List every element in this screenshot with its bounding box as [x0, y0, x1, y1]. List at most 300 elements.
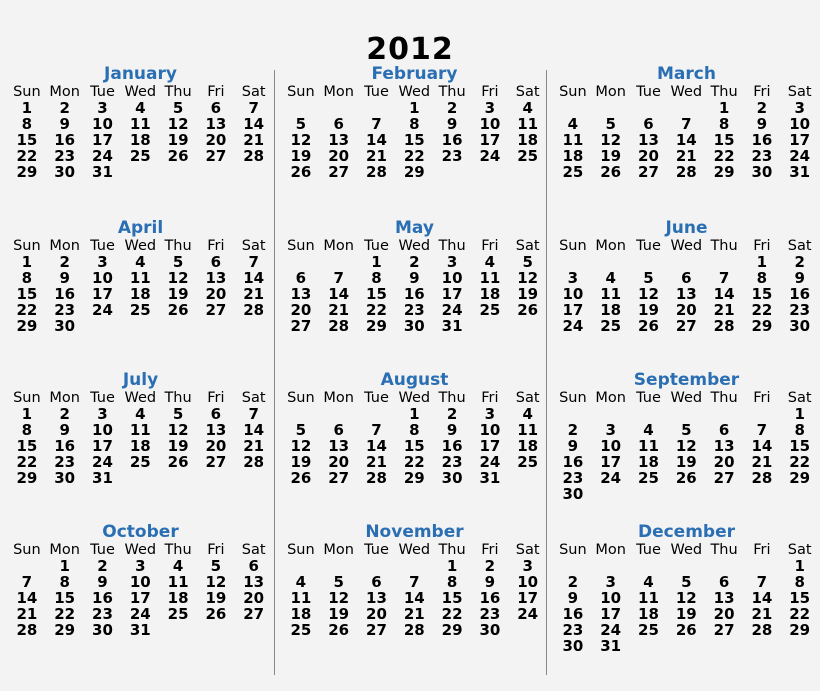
weekday-label: Mon: [595, 84, 626, 100]
day-cell: 25: [129, 301, 151, 319]
day-cell: 23: [751, 147, 773, 165]
weekday-label: Mon: [595, 542, 626, 558]
empty-cell: [433, 164, 471, 180]
day-cell: 18: [600, 301, 622, 319]
day-cell: 3: [567, 269, 579, 287]
day-cell: 20: [713, 453, 735, 471]
day-cell: 31: [789, 163, 811, 181]
day-cell: 4: [135, 405, 146, 423]
day-cell: 14: [751, 437, 773, 455]
day-cell: 10: [92, 115, 113, 133]
month-january: [8, 64, 273, 180]
day-cell: 5: [605, 115, 616, 133]
weekday-label: Mon: [323, 542, 354, 558]
weekday-label: Sat: [241, 238, 266, 254]
day-cell: 6: [371, 573, 382, 591]
month-name: April: [117, 218, 164, 238]
weekday-label: Sun: [559, 390, 587, 406]
week-row: [282, 590, 547, 606]
day-cell: 15: [403, 437, 425, 455]
day-cell: 4: [605, 269, 616, 287]
weekday-header: [8, 390, 273, 406]
day-cell: 27: [205, 453, 227, 471]
month-name: January: [104, 64, 177, 84]
day-cell: 13: [205, 269, 227, 287]
weekday-label: Mon: [323, 390, 354, 406]
weekday-label: Sun: [13, 542, 41, 558]
weekday-header: [554, 542, 819, 558]
day-cell: 11: [638, 589, 659, 607]
month-april: [8, 218, 273, 334]
day-cell: 6: [643, 115, 654, 133]
day-cell: 24: [517, 605, 539, 623]
day-cell: 20: [328, 147, 350, 165]
day-cell: 8: [794, 573, 805, 591]
weekday-label: Fri: [207, 84, 225, 100]
day-cell: 25: [517, 147, 539, 165]
day-cell: 12: [328, 589, 350, 607]
empty-cell: [592, 486, 630, 502]
day-cell: 12: [675, 437, 697, 455]
month-september: [554, 370, 819, 502]
day-cell: 26: [675, 469, 697, 487]
weekday-label: Mon: [49, 542, 80, 558]
week-row: [8, 100, 273, 116]
empty-cell: [592, 406, 630, 422]
day-cell: 1: [794, 557, 805, 575]
day-cell: 22: [403, 453, 425, 471]
day-cell: 20: [205, 437, 227, 455]
week-row: [554, 132, 819, 148]
day-cell: 12: [205, 573, 227, 591]
empty-cell: [705, 254, 743, 270]
day-cell: 19: [205, 589, 227, 607]
day-cell: 30: [54, 469, 76, 487]
day-cell: 15: [789, 437, 811, 455]
day-cell: 17: [129, 589, 151, 607]
day-cell: 29: [441, 621, 463, 639]
week-row: [554, 164, 819, 180]
week-row: [282, 470, 547, 486]
day-cell: 1: [794, 405, 805, 423]
day-cell: 10: [441, 269, 463, 287]
day-cell: 30: [54, 317, 76, 335]
week-row: [282, 438, 547, 454]
day-cell: 27: [205, 301, 227, 319]
day-cell: 21: [403, 605, 425, 623]
day-cell: 20: [205, 131, 227, 149]
day-cell: 29: [16, 317, 38, 335]
day-cell: 28: [243, 147, 265, 165]
day-cell: 28: [366, 469, 387, 487]
day-cell: 2: [97, 557, 108, 575]
day-cell: 8: [21, 421, 33, 439]
week-row: [282, 606, 547, 622]
day-cell: 22: [713, 147, 735, 165]
empty-cell: [121, 164, 159, 180]
day-cell: 28: [366, 163, 387, 181]
day-cell: 4: [135, 253, 146, 271]
day-cell: 13: [675, 285, 697, 303]
weekday-label: Thu: [164, 84, 192, 100]
empty-cell: [592, 558, 630, 574]
week-row: [282, 558, 547, 574]
weekday-label: Tue: [636, 238, 661, 254]
week-row: [8, 132, 273, 148]
month-name: July: [122, 370, 159, 390]
weekday-label: Sun: [287, 238, 315, 254]
empty-cell: [705, 486, 743, 502]
day-cell: 3: [97, 99, 108, 117]
week-row: [282, 254, 547, 270]
empty-cell: [235, 318, 273, 334]
day-cell: 13: [366, 589, 387, 607]
day-cell: 10: [600, 437, 622, 455]
day-cell: 22: [751, 301, 773, 319]
day-cell: 24: [92, 147, 113, 165]
empty-cell: [509, 470, 547, 486]
day-cell: 2: [794, 253, 805, 271]
weekday-label: Mon: [323, 84, 354, 100]
weekday-label: Sun: [287, 542, 315, 558]
empty-cell: [509, 318, 547, 334]
week-row: [8, 558, 273, 574]
week-row: [8, 470, 273, 486]
empty-cell: [705, 558, 743, 574]
weekday-header: [282, 390, 547, 406]
week-row: [554, 254, 819, 270]
day-cell: 30: [562, 485, 584, 503]
day-cell: 26: [167, 147, 189, 165]
weekday-header: [8, 238, 273, 254]
weekday-label: Wed: [398, 390, 431, 406]
month-name: October: [102, 522, 179, 542]
day-cell: 13: [290, 285, 312, 303]
week-row: [282, 622, 547, 638]
day-cell: 21: [243, 285, 265, 303]
day-cell: 10: [92, 421, 113, 439]
weekday-label: Mon: [595, 390, 626, 406]
day-cell: 2: [484, 557, 496, 575]
day-cell: 7: [756, 573, 768, 591]
day-cell: 15: [789, 589, 811, 607]
day-cell: 22: [789, 605, 811, 623]
day-cell: 24: [441, 301, 463, 319]
day-cell: 24: [479, 453, 501, 471]
weekday-label: Sun: [559, 542, 587, 558]
day-cell: 19: [167, 437, 189, 455]
day-cell: 14: [366, 437, 387, 455]
day-cell: 7: [248, 405, 259, 423]
day-cell: 27: [328, 469, 350, 487]
day-cell: 15: [16, 437, 38, 455]
day-cell: 14: [328, 285, 350, 303]
day-cell: 5: [681, 573, 692, 591]
day-cell: 23: [441, 453, 463, 471]
weekday-label: Thu: [710, 542, 738, 558]
day-cell: 27: [713, 469, 735, 487]
day-cell: 8: [21, 115, 33, 133]
weekday-label: Fri: [207, 542, 225, 558]
weekday-label: Sun: [559, 238, 587, 254]
empty-cell: [509, 622, 547, 638]
empty-cell: [630, 254, 668, 270]
day-cell: 29: [403, 469, 425, 487]
day-cell: 21: [713, 301, 735, 319]
day-cell: 22: [16, 301, 38, 319]
empty-cell: [781, 638, 819, 654]
day-cell: 1: [718, 99, 730, 117]
day-cell: 3: [794, 99, 805, 117]
day-cell: 6: [333, 421, 344, 439]
weekday-header: [8, 542, 273, 558]
day-cell: 9: [567, 437, 579, 455]
day-cell: 23: [441, 147, 463, 165]
day-cell: 16: [441, 437, 463, 455]
day-cell: 10: [600, 589, 622, 607]
day-cell: 12: [517, 269, 539, 287]
day-cell: 11: [517, 421, 539, 439]
month-july: [8, 370, 273, 486]
week-row: [8, 286, 273, 302]
week-row: [554, 638, 819, 654]
day-cell: 29: [16, 163, 38, 181]
week-row: [282, 318, 547, 334]
day-cell: 24: [479, 147, 501, 165]
day-cell: 20: [290, 301, 312, 319]
year-title: 2012: [366, 32, 454, 67]
day-cell: 31: [441, 317, 463, 335]
day-cell: 31: [479, 469, 501, 487]
weekday-label: Wed: [124, 542, 157, 558]
weekday-label: Thu: [438, 84, 466, 100]
day-cell: 16: [562, 453, 584, 471]
week-row: [8, 590, 273, 606]
day-cell: 12: [675, 589, 697, 607]
day-cell: 15: [366, 285, 387, 303]
day-cell: 20: [205, 285, 227, 303]
day-cell: 1: [409, 405, 420, 423]
day-cell: 6: [210, 99, 222, 117]
day-cell: 3: [605, 573, 616, 591]
month-november: [282, 522, 547, 638]
day-cell: 14: [16, 589, 38, 607]
day-cell: 17: [92, 131, 113, 149]
weekday-label: Mon: [49, 238, 80, 254]
day-cell: 17: [479, 437, 501, 455]
week-row: [554, 286, 819, 302]
day-cell: 29: [751, 317, 773, 335]
empty-cell: [121, 470, 159, 486]
day-cell: 30: [751, 163, 773, 181]
empty-cell: [320, 254, 358, 270]
day-cell: 8: [756, 269, 768, 287]
day-cell: 19: [290, 453, 312, 471]
day-cell: 26: [600, 163, 622, 181]
day-cell: 30: [789, 317, 811, 335]
week-row: [8, 574, 273, 590]
day-cell: 27: [290, 317, 312, 335]
day-cell: 18: [638, 605, 659, 623]
weekday-label: Fri: [207, 390, 225, 406]
day-cell: 12: [600, 131, 622, 149]
weekday-label: Sun: [13, 390, 41, 406]
weekday-label: Tue: [364, 542, 389, 558]
day-cell: 24: [600, 469, 622, 487]
weekday-label: Sat: [241, 542, 266, 558]
day-cell: 28: [403, 621, 425, 639]
week-row: [554, 622, 819, 638]
month-august: [282, 370, 547, 486]
day-cell: 2: [59, 405, 70, 423]
week-row: [282, 286, 547, 302]
day-cell: 30: [562, 637, 584, 655]
empty-cell: [235, 164, 273, 180]
day-cell: 11: [129, 269, 151, 287]
day-cell: 18: [167, 589, 189, 607]
empty-cell: [667, 558, 705, 574]
day-cell: 9: [446, 115, 458, 133]
day-cell: 28: [16, 621, 38, 639]
day-cell: 14: [243, 269, 265, 287]
day-cell: 12: [290, 437, 312, 455]
day-cell: 15: [441, 589, 463, 607]
weekday-label: Fri: [481, 390, 499, 406]
day-cell: 21: [366, 147, 387, 165]
weekday-label: Wed: [670, 542, 703, 558]
weekday-label: Sun: [287, 84, 315, 100]
week-row: [8, 422, 273, 438]
day-cell: 13: [243, 573, 265, 591]
week-row: [8, 302, 273, 318]
weekday-label: Wed: [670, 238, 703, 254]
weekday-header: [554, 390, 819, 406]
day-cell: 4: [135, 99, 146, 117]
weekday-label: Fri: [481, 542, 499, 558]
empty-cell: [358, 558, 396, 574]
day-cell: 6: [718, 421, 730, 439]
weekday-label: Wed: [398, 542, 431, 558]
day-cell: 7: [248, 253, 259, 271]
weekday-label: Sat: [515, 390, 540, 406]
empty-cell: [197, 318, 235, 334]
day-cell: 21: [366, 453, 387, 471]
day-cell: 13: [638, 131, 659, 149]
day-cell: 26: [328, 621, 350, 639]
day-cell: 27: [205, 147, 227, 165]
day-cell: 11: [167, 573, 189, 591]
day-cell: 1: [756, 253, 768, 271]
day-cell: 2: [446, 99, 458, 117]
day-cell: 16: [441, 131, 463, 149]
day-cell: 20: [328, 453, 350, 471]
empty-cell: [743, 558, 781, 574]
weekday-label: Sun: [287, 390, 315, 406]
weekday-label: Tue: [90, 390, 115, 406]
day-cell: 16: [479, 589, 501, 607]
week-row: [554, 302, 819, 318]
day-cell: 15: [751, 285, 773, 303]
day-cell: 27: [328, 163, 350, 181]
day-cell: 31: [600, 637, 622, 655]
day-cell: 1: [21, 99, 33, 117]
day-cell: 5: [172, 99, 184, 117]
empty-cell: [159, 164, 197, 180]
week-row: [282, 574, 547, 590]
day-cell: 5: [210, 557, 222, 575]
day-cell: 10: [92, 269, 113, 287]
weekday-label: Tue: [364, 84, 389, 100]
day-cell: 17: [441, 285, 463, 303]
day-cell: 8: [21, 269, 33, 287]
empty-cell: [705, 638, 743, 654]
day-cell: 22: [54, 605, 76, 623]
month-october: [8, 522, 273, 638]
day-cell: 12: [638, 285, 659, 303]
week-row: [554, 606, 819, 622]
week-row: [8, 454, 273, 470]
day-cell: 11: [517, 115, 539, 133]
day-cell: 28: [328, 317, 350, 335]
weekday-label: Sat: [241, 84, 266, 100]
week-row: [554, 470, 819, 486]
day-cell: 2: [59, 253, 70, 271]
empty-cell: [282, 254, 320, 270]
day-cell: 1: [59, 557, 70, 575]
weekday-label: Thu: [164, 238, 192, 254]
day-cell: 9: [567, 589, 579, 607]
day-cell: 3: [522, 557, 533, 575]
week-row: [8, 438, 273, 454]
day-cell: 20: [713, 605, 735, 623]
day-cell: 10: [129, 573, 151, 591]
week-row: [554, 318, 819, 334]
empty-cell: [630, 638, 668, 654]
month-name: August: [380, 370, 449, 390]
day-cell: 11: [290, 589, 312, 607]
empty-cell: [159, 470, 197, 486]
empty-cell: [358, 100, 396, 116]
weekday-label: Fri: [753, 238, 771, 254]
day-cell: 7: [718, 269, 730, 287]
day-cell: 16: [54, 131, 76, 149]
day-cell: 10: [479, 115, 501, 133]
empty-cell: [197, 622, 235, 638]
weekday-label: Thu: [438, 390, 466, 406]
day-cell: 15: [54, 589, 76, 607]
day-cell: 26: [638, 317, 659, 335]
weekday-label: Mon: [323, 238, 354, 254]
empty-cell: [84, 318, 122, 334]
week-row: [554, 116, 819, 132]
day-cell: 1: [21, 405, 33, 423]
day-cell: 3: [97, 253, 108, 271]
day-cell: 7: [333, 269, 344, 287]
empty-cell: [509, 164, 547, 180]
day-cell: 8: [794, 421, 805, 439]
day-cell: 5: [522, 253, 533, 271]
empty-cell: [358, 406, 396, 422]
day-cell: 23: [54, 453, 76, 471]
day-cell: 18: [517, 131, 539, 149]
day-cell: 3: [484, 99, 496, 117]
weekday-label: Tue: [90, 542, 115, 558]
weekday-label: Tue: [636, 542, 661, 558]
day-cell: 12: [167, 421, 189, 439]
day-cell: 7: [756, 421, 768, 439]
day-cell: 25: [479, 301, 501, 319]
empty-cell: [630, 406, 668, 422]
